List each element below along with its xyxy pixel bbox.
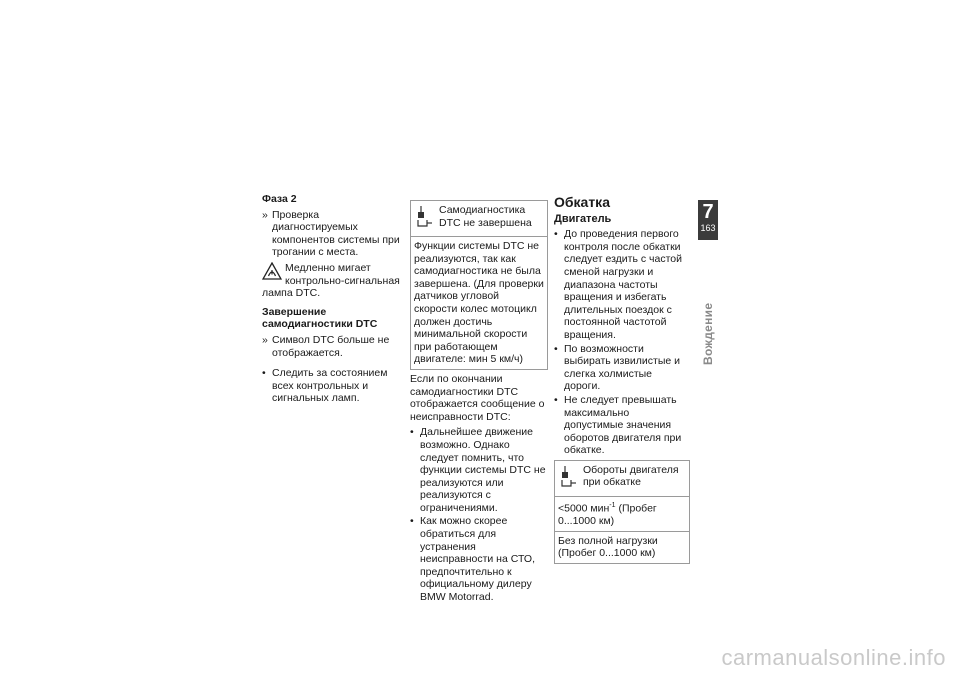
- list-marker: »: [262, 333, 268, 346]
- rpm-mileage: (Пробег 0...1000 км): [558, 502, 657, 527]
- rpm-value: <5000 мин: [558, 502, 610, 515]
- list-item: [554, 228, 690, 341]
- column-1: [262, 193, 402, 408]
- watermark: carmanualsonline.info: [721, 645, 946, 670]
- box-header: [555, 461, 689, 497]
- list-marker: •: [410, 426, 414, 439]
- chapter-tab: [698, 200, 718, 238]
- info-pointer-icon: [559, 464, 579, 490]
- list-item-text: Проверка диагностируемых компонентов системы при трогании с места.: [272, 208, 400, 259]
- warning-note: [262, 262, 402, 300]
- list-item: [262, 367, 402, 405]
- rpm-info-box: [554, 460, 690, 564]
- completion-heading-line-2: самодиагностики DTC: [262, 318, 378, 331]
- info-pointer-icon: [415, 204, 435, 230]
- list-marker: •: [554, 228, 558, 241]
- section-heading: Обкатка: [554, 194, 610, 210]
- rpm-unit-exponent: -1: [609, 501, 616, 509]
- list-item: [410, 515, 548, 603]
- box-header-text: Самодиагностика DTC не завершена: [439, 204, 532, 229]
- list-marker: •: [262, 367, 266, 380]
- list-item: [262, 209, 402, 259]
- breakin-list: [554, 228, 690, 457]
- list-item: [262, 334, 402, 359]
- list-item-text: Не следует превышать максимально допустимые значения оборотов двигателя при обкатке.: [564, 393, 682, 457]
- fault-message-text: Если по окончании самодиагностики DTC отображается сообщение о неисправности DTC:: [410, 372, 545, 423]
- box-row: [555, 497, 689, 532]
- phase-list: [262, 209, 402, 259]
- column-3: [554, 196, 690, 567]
- chapter-side-label: Вождение: [701, 302, 715, 365]
- box-header-text: Обороты двигателя при обкатке: [583, 463, 679, 489]
- sub-heading: Двигатель: [554, 212, 612, 225]
- page-number: 163: [700, 223, 716, 233]
- list-item-text: Следить за состоянием всех контрольных и сигнальных ламп.: [272, 367, 388, 405]
- completion-heading-line-1: Завершение: [262, 305, 327, 318]
- dtc-info-box: [410, 200, 548, 370]
- list-marker: •: [554, 393, 558, 406]
- list-item: [554, 394, 690, 457]
- list-item-text: Символ DTC больше не отображается.: [272, 333, 390, 359]
- fault-list: [410, 426, 548, 603]
- list-item-text: Как можно скорее обратиться для устранения неисправности на СТО, предпочтительно к официальному дилеру BMW Motorrad.: [420, 515, 535, 604]
- phase-heading: Фаза 2: [262, 193, 297, 205]
- chapter-number: 7: [702, 201, 714, 223]
- list-marker: »: [262, 208, 268, 221]
- list-marker: •: [410, 515, 414, 528]
- list-item-text: До проведения первого контроля после обкатки следует ездить с частой сменой нагрузки и диапазона частоты вращения и избегать длительных поездок с постоянной частотой вращения.: [564, 228, 682, 341]
- box-header: [411, 201, 547, 237]
- column-2: [410, 198, 548, 607]
- tab-divider: [698, 238, 718, 240]
- list-marker: •: [554, 342, 558, 355]
- completion-list: [262, 334, 402, 405]
- warning-text: Медленно мигает контрольно-сигнальная лампа DTC.: [262, 261, 400, 300]
- list-item: [554, 343, 690, 393]
- list-item-text: Дальнейшее движение возможно. Однако следует помнить, что функции системы DTC не реализуются или реализуются с ограничениями.: [420, 426, 546, 514]
- list-item: [410, 426, 548, 514]
- box-row: Без полной нагрузки (Пробег 0...1000 км): [558, 534, 658, 560]
- warning-triangle-icon: [262, 262, 282, 280]
- list-item-text: По возможности выбирать извилистые и слегка холмистые дороги.: [564, 342, 680, 393]
- box-body-text: Функции системы DTC не реализуются, так как самодиагностика не была завершена. (Для проверки датчиков угловой скорости колес мотоцикл должен достичь минимальной скорости при работающем двигателе: мин 5 км/ч): [414, 240, 544, 366]
